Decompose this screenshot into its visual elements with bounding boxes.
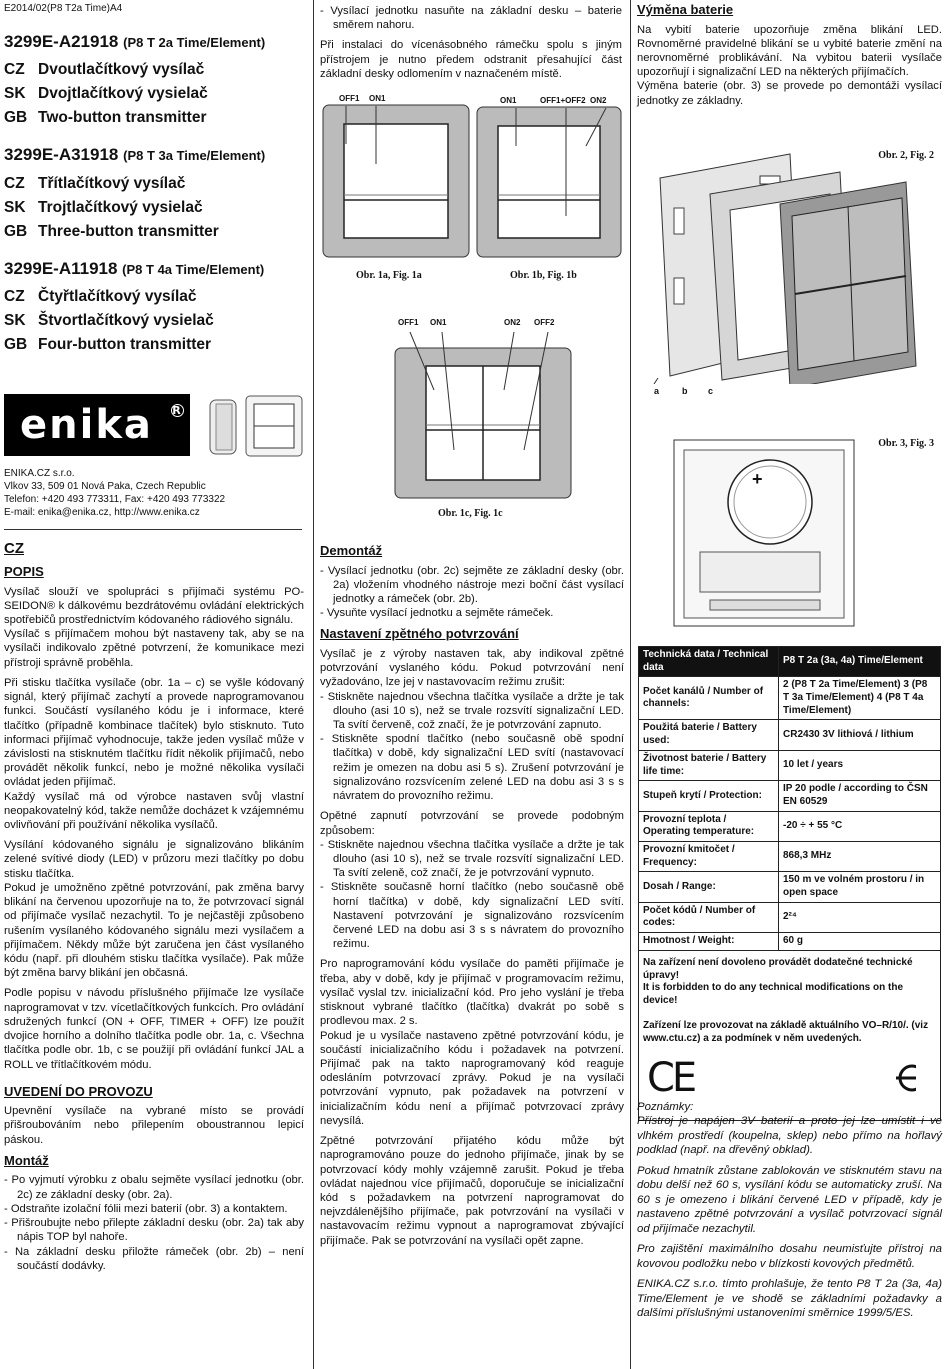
figure-1a: OFF1 ON1 Obr. 1a, Fig. 1a — [322, 94, 470, 284]
battery-heading: Výměna baterie — [637, 2, 734, 17]
switch-drawing — [394, 330, 574, 502]
product-title: 3299E-A11918 (P8 T 4a Time/Element) — [4, 258, 265, 278]
company-info: ENIKA.CZ s.r.o. Vlkov 33, 509 01 Nová Paka, Czech Republic Telefon: +420 493 773311, Fax: +420 493 773322 E-mail: enika@enika.cz, http://www.enika.cz — [4, 468, 226, 518]
column-middle-body: Demontáž - Vysílací jednotku (obr. 2c) sejměte ze základní desky (obr. 2a) vložením vhodného nástroje mezi boční část vysílací jednotky a rámeček (obr. 2b). - Vysuňte vysílací jednotku a sejměte rámeček. Nastavení zpětného potvrzování Vysílač je z výroby nastaven tak, aby indikoval zpětné potvrzování vyslaného kódu. Pokud potvrzování není vyžadováno, lze jej v nastavovacím režimu zrušit: - Stiskněte najednou všechna tlačítka vysílače a držte je tak dlouho (asi 10 s), než se trvale rozsvítí signalizační LED. Ta svítí červeně, což značí, že je potvrzování zapnuto. - Stiskněte spodní tlačítko (nebo současně obě spodní tlačítka) v době, kdy signalizační LED svítí (nastavovací režim je omezen na dobu asi 5 s). Zrušení potvrzování je signalizováno rozsvícením zelené LED na dobu asi 3 s s návratem do provozního režimu. Opětné zapnutí potvrzování se provede podobným způsobem: - Stiskněte najednou všechna tlačítka vysílače a držte je tak dlouho (asi 10 s), než se trvale rozsvítí signalizační LED. Ta svítí zeleně, což značí, že je potvrzování vypnuto. - Stiskněte současně horní tlačítko (nebo současně obě horní tlačítka) v době, kdy signalizační LED svítí. Nastavení potvrzování je signalizováno rozsvícením červené LED na dobu asi 3 s s návratem do provozního režimu. Pro naprogramování kódu vysílače do paměti přijímače je třeba, aby v době, kdy je přijímač v programovacím režimu, vysílač vyslal tzv. inicializační kód. Pro jeho vyslání je třeba stisknout vybrané tlačítko (tlačítka) dvakrát po sobě s prodlevou max. 2 s. Pokud je u vysílače nastaveno zpětné potvrzování kódu, je součástí inicializačního kódu i požadavek na potvrzení. Přijímač pak na takto naprogramovaný kód reaguje odesláním potvrzovací zprávy. Pokud je na vysílači potvrzování vypnuto, pak požadavek na potvrzení v inicializačním kódu není a přijímač potvrzovací zprávy nevysílá. Zpětné potvrzování přijatého kódu může být naprogramováno pouze do jednoho přijímače, jinak by se potvrzovací kódy mohly vzájemně zarušit. Pokud je třeba ovládat najednou více přijímačů, doporučuje se inicializační kód s požadavkem na potvrzení naprogramovat do nejvzdálenějšího přijímače, pak potvrzování na vysílači v nastavovacím režimu vypnout a naprogramovat zbývající přijímače. Pak se potvrzování na vysílači opět zapne. — [320, 543, 624, 1254]
table-row: Dosah / Range: 150 m ve volném prostoru / in open space — [639, 872, 941, 902]
product-thumbnail — [206, 394, 306, 460]
table-row: Použitá baterie / Battery used: CR2430 3V lithiová / lithium — [639, 720, 941, 750]
table-row: Životnost baterie / Battery life time: 10 let / years — [639, 750, 941, 780]
table-row: Provozní teplota / Operating temperature: -20 ÷ + 55 °C — [639, 811, 941, 841]
table-row: Technická data / Technical data P8 T 2a (3a, 4a) Time/Element — [639, 647, 941, 677]
figure-2: Obr. 2, Fig. 2 a b c — [640, 148, 940, 398]
column-right-top: Výměna baterie Na vybití baterie upozorňuje změna blikání LED. Rovnoměrné pravidelné blikání se u vybité baterie změní na nerovnoměrné problikávání. Na vybitou baterii vysílače upozorňují i signalizační LED na některých přijímačích. Výměna baterie (obr. 3) se provede po demontáži vysílací jednotky ze základny. — [637, 2, 942, 107]
product-title: 3299E-A21918 (P8 T 2a Time/Element) — [4, 31, 266, 51]
table-row: Počet kanálů / Number of channels: 2 (P8 T 2a Time/Element) 3 (P8 T 3a Time/Element) 4 (P8 T 4a Time/Element) — [639, 677, 941, 720]
exploded-drawing — [640, 148, 940, 384]
popis-heading: POPIS — [4, 564, 44, 580]
product-3: 3299E-A11918 (P8 T 4a Time/Element) CZ Čtyřtlačítkový vysílač SK Štvortlačítkový vysielač GB Four-button transmitter — [4, 258, 304, 358]
column-left — [4, 0, 304, 357]
figure-1b: ON1 OFF1+OFF2 ON2 Obr. 1b, Fig. 1b — [476, 94, 624, 284]
nastaveni-heading: Nastavení zpětného potvrzování — [320, 626, 519, 642]
ce-mark: CE — [647, 1055, 695, 1102]
lang-heading: CZ — [4, 540, 24, 557]
column-divider — [313, 0, 314, 1369]
product-title: 3299E-A31918 (P8 T 3a Time/Element) — [4, 145, 266, 165]
montaz-heading: Montáž — [4, 1152, 49, 1168]
enika-logo: enika R — [4, 394, 190, 456]
column-middle-top: - Vysílací jednotku nasuňte na základní desku – baterie směrem nahoru. Při instalaci do vícenásobného rámečku spolu s jiným přístrojem je nutno předem odstranit přesahující část základní desky odlomením v naznačeném místě. — [320, 4, 622, 87]
montaz-list: - Po vyjmutí výrobku z obalu sejměte vysílací jednotku (obr. 2c) ze základní desky (obr. 2a). - Odstraňte izolační fólii mezi baterií (obr. 3) a kontaktem. - Přišroubujte nebo přilepte základní desku (obr. 2a) tak aby nápis TOP byl nahoře. - Na základní desku přiložte rámeček (obr. 2b) – není součástí dodávky. — [4, 1173, 304, 1273]
battery-drawing — [670, 432, 860, 632]
figure-3: Obr. 3, Fig. 3 + — [640, 432, 940, 642]
product-1: 3299E-A21918 (P8 T 2a Time/Element) CZ Dvoutlačítkový vysílač SK Dvojtlačítkový vysielač GB Two-button transmitter — [4, 31, 304, 131]
tech-notes: Na zařízení není dovoleno provádět dodatečné technické úpravy! It is forbidden to do any technical modifications on the device! Zařízení lze provozovat na základě aktuálního VO–R/10/. (viz www.ctu.cz) a za podmínek v něm uvedených. CE — [638, 951, 941, 1121]
tech-table — [638, 646, 941, 951]
product-2: 3299E-A31918 (P8 T 3a Time/Element) CZ Třítlačítkový vysílač SK Trojtlačítkový vysielač GB Three-button transmitter — [4, 144, 304, 244]
table-row: Provozní kmitočet / Frequency: 868,3 MHz — [639, 841, 941, 871]
column-divider — [630, 0, 631, 1369]
column-left-body: CZ POPIS Vysílač slouží ve spolupráci s přijímači systému PO-SEIDON® k dálkovému bezdrátovému ovládání elektrických spotřebičů prostřednictvím kódovaného rádiového signálu. Vysílač s přijímačem mohou být nastaveny tak, aby se na vysílači indikovalo zpětné potvrzení, že komunikace mezi přístroji správně proběhla. Při stisku tlačítka vysílače (obr. 1a – c) se vyšle kódovaný signál, který přijímač zachytí a provede naprogramovanou funkci. Součástí vysílaného kódu je i informace, které tlačítko (případně kombinace tlačítek) bylo stisknuto. Tuto informaci přijímač vyhodnocuje, takže jeden vysílač může v závislosti na stisknutém tlačítku řídit několik přijímačů, nebo provádět několik funkcí, nebo je možné několika vysílači ovládat jeden přijímač. Každý vysílač má od výrobce nastaven svůj vlastní neopakovatelný kód, takže nemůže docházet k vzájemnému ovlivňování při používání několika vysílačů. Vysílání kódovaného signálu je signalizováno blikáním zelené svítivé diody (LED) v průzoru mezi tlačítky po dobu stisku tlačítka. Pokud je umožněno zpětné potvrzování, pak změna barvy blikání na červenou upozorňuje na to, že potvrzovací signál od přijímače vysílač nezachytil. To je nejčastěji způsobeno rušením vysílaného kódovaného signálu mezi vysílačem a přijímačem. Někdy může být zaručena jen část vysílaného kódu (např. při dlouhém stisku tlačítka vysílače). Pak může být změna barvy blikání jen občasná. Podle popisu v návodu příslušného přijímače lze vysílače naprogramovat v tzv. vícetlačítkových funkcích. Pro ovládání sdružených funkcí (ON + OFF, TIMER + OFF) lze použít dvojice horního a dolního tlačítka podle obr. 1a, c. Všechna tlačítka podle obr. 1b, c se použijí při ovládání funkcí JAL a ROLL ve třítlačítkovém módu. UVEDENÍ DO PROVOZU Upevnění vysílače na vybrané místo se provádí přišroubováním nebo přilepením oboustrannou lepicí páskou. Montáž - Po vyjmutí výrobku z obalu sejměte vysílací jednotku (obr. 2c) ze základní desky (obr. 2a). - Odstraňte izolační fólii mezi baterií (obr. 3) a kontaktem. - Přišroubujte nebo přilepte základní desku (obr. 2a) tak aby nápis TOP byl nahoře. - Na základní desku přiložte rámeček (obr. 2b) – není součástí dodávky. — [4, 539, 304, 1279]
switch-drawing — [476, 106, 624, 266]
doc-code: E2014/02(P8 T2a Time)A4 — [4, 3, 123, 14]
table-row: Počet kódů / Number of codes: 2²⁴ — [639, 902, 941, 932]
figure-1c: OFF1 ON1 ON2 OFF2 Obr. 1c, Fig. 1c — [394, 318, 574, 522]
notes: Poznámky: Přístroj je napájen 3V baterií a proto jej lze umístit i ve vlhkém prostředí (koupelna, sklep) nebo přímo na hořlavý podklad (např. na dřevěný obklad). Pokud hmatník zůstane zablokován ve stisknutém stavu na dobu delší než 60 s, vysílání kódu se automaticky zruší. Na 60 s je omezeno i blikání červené LED v případě, kdy je nastaveno zpětné potvrzování a vysílač potvrzovací signál od přijímače nezachytil. Pro zajištění maximálního dosahu neumisťujte přístroj na kovovou podložku nebo v blízkosti kovových předmětů. ENIKA.CZ s.r.o. tímto prohlašuje, že tento P8 T 2a (3a, 4a) Time/Element je ve shodě se základními požadavky a dalšími příslušnými ustanoveními směrnice 1999/5/ES. — [637, 1101, 942, 1320]
tech-data — [638, 646, 943, 1121]
switch-drawing — [322, 104, 470, 264]
class-2-mark-icon — [894, 1063, 930, 1093]
divider — [4, 529, 302, 530]
table-row: Hmotnost / Weight: 60 g — [639, 933, 941, 951]
demontaz-heading: Demontáž — [320, 543, 383, 558]
table-row: Stupeň krytí / Protection: IP 20 podle / according to ČSN EN 60529 — [639, 781, 941, 811]
uvedeni-heading: UVEDENÍ DO PROVOZU — [4, 1083, 153, 1099]
